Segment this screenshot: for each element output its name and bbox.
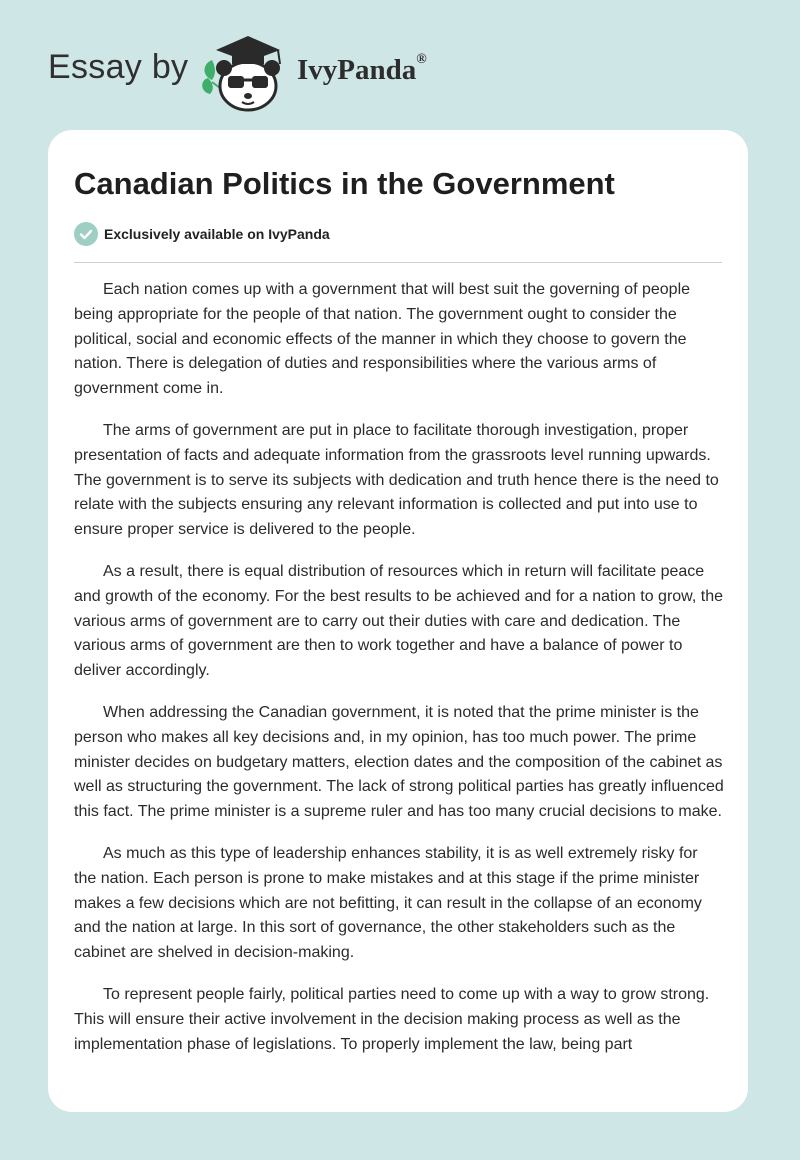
site-header: [0, 0, 800, 130]
panda-graduate-icon[interactable]: [198, 32, 294, 112]
essay-card: [48, 130, 748, 1112]
badge-label: Exclusively available on IvyPanda: [104, 226, 330, 242]
brand-name[interactable]: [297, 54, 427, 87]
essay-by-label: Essay by: [48, 48, 189, 86]
essay-body: [74, 278, 724, 1074]
divider: [74, 262, 722, 263]
paragraph: When addressing the Canadian government, it is noted that the prime minister is the person who makes all key decisions and, in my opinion, has too much power. The prime minister decides on budgetary matters, election dates and the composition of the cabinet as well as structuring the government. The lack of strong political parties has greatly influenced this fact. The prime minister is a supreme ruler and has too many crucial decisions to make.: [74, 703, 724, 821]
paragraph: The arms of government are put in place to facilitate thorough investigation, proper presentation of facts and adequate information from the grassroots level running upwards. The government is to serve its subjects with dedication and truth hence there is the need to relate with the subjects ensuring any relevant information is collected and put into use to ensure proper service is delivered to the people.: [74, 421, 719, 539]
brand-text: IvyPanda: [297, 54, 417, 86]
paragraph: As a result, there is equal distribution of resources which in return will facilitate peace and growth of the economy. For the best results to be achieved and for a nation to grow, the various arms of government are to carry out their duties with care and dedication. The various arms of government are then to work together and have a balance of power to deliver accordingly.: [74, 562, 723, 680]
registered-mark: ®: [416, 52, 427, 67]
check-circle-icon: [74, 222, 98, 246]
paragraph: Each nation comes up with a government that will best suit the governing of people being appropriate for the people of that nation. The government ought to consider the political, social and economic effects of the manner in which they choose to govern the nation. There is delegation of duties and responsibilities where the various arms of government come in.: [74, 281, 691, 398]
page-title: Canadian Politics in the Government: [74, 166, 615, 201]
paragraph: To represent people fairly, political parties need to come up with a way to grow strong. This will ensure their active involvement in the decision making process as well as the implementation phase of legislations. To properly implement the law, being part: [74, 985, 710, 1053]
paragraph: As much as this type of leadership enhances stability, it is as well extremely risky for the nation. Each person is prone to make mistakes and at this stage if the prime minister makes a few decisions which are not befitting, it can result in the collapse of an economy and the nation at large. In this sort of governance, the other stakeholders such as the cabinet are shelved in decision-making.: [74, 844, 702, 962]
exclusive-badge: [74, 222, 330, 246]
